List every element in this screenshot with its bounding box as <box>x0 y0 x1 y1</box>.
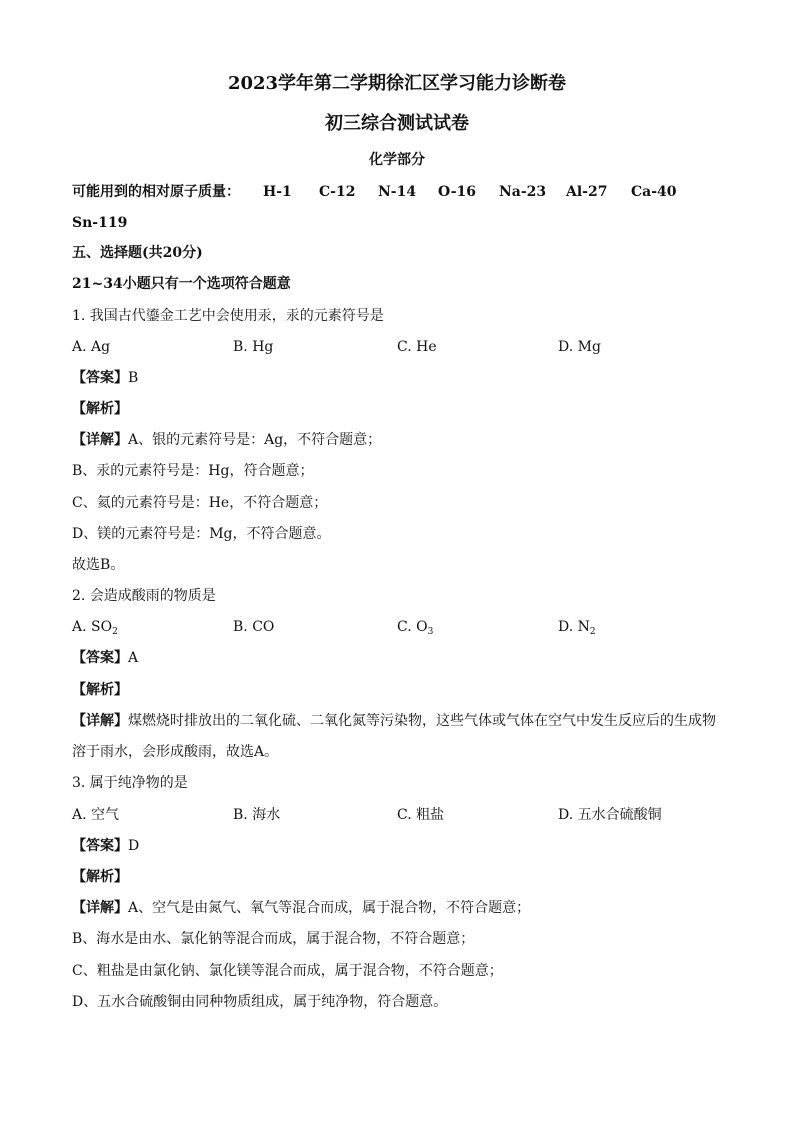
atomic-mass-item: O-16 <box>438 184 477 200</box>
detail-line: 故选B。 <box>72 557 125 573</box>
detail-line: C、粗盐是由氯化钠、氯化镁等混合而成，属于混合物，不符合题意； <box>72 963 503 979</box>
exam-subtitle: 初三综合测试试卷 <box>325 113 469 134</box>
option-a: A. Ag <box>72 339 111 355</box>
option-d: D. Mg <box>558 339 601 355</box>
option-d: D. 五水合硫酸铜 <box>558 807 662 823</box>
answer-line <box>72 368 138 388</box>
detail-text: 煤燃烧时排放出的二氧化硫、二氧化氮等污染物，这些气体或气体在空气中发生反应后的生成物 <box>128 713 716 729</box>
atomic-mass-item: Sn-119 <box>72 215 128 231</box>
option-subscript: 3 <box>427 627 434 637</box>
detail-line: C、氦的元素符号是：He，不符合题意； <box>72 495 328 511</box>
detail-line <box>72 711 716 731</box>
answer-label: 【答案】 <box>72 370 128 386</box>
atomic-mass-item: C-12 <box>319 184 356 200</box>
answer-line <box>72 836 139 856</box>
atomic-mass-item: Ca-40 <box>631 184 677 200</box>
part-heading: 五、选择题(共20分) <box>72 245 203 261</box>
question-stem: 1. 我国古代鎏金工艺中会使用汞，汞的元素符号是 <box>72 308 384 324</box>
detail-line: D、镁的元素符号是：Mg，不符合题意。 <box>72 526 331 542</box>
detail-label: 【详解】 <box>72 900 128 916</box>
atomic-mass-item: H-1 <box>263 184 292 200</box>
option-a: A. 空气 <box>72 807 120 823</box>
answer-value: B <box>128 370 139 386</box>
detail-line <box>72 430 381 450</box>
option-a <box>72 617 118 637</box>
analysis-label: 【解析】 <box>72 401 128 417</box>
option-c: C. He <box>397 339 437 355</box>
option-text: B. CO <box>233 619 275 635</box>
exam-title: 2023学年第二学期徐汇区学习能力诊断卷 <box>227 73 567 94</box>
answer-label: 【答案】 <box>72 838 128 854</box>
atomic-mass-item: Al-27 <box>566 184 608 200</box>
option-subscript: 2 <box>112 627 118 637</box>
option-text: D. N <box>558 619 590 635</box>
detail-line: D、五水合硫酸铜由同种物质组成，属于纯净物，符合题意。 <box>72 994 448 1010</box>
detail-line: B、海水是由水、氯化钠等混合而成，属于混合物，不符合题意； <box>72 931 475 947</box>
option-b: B. 海水 <box>233 807 281 823</box>
detail-line <box>72 898 530 918</box>
option-text: C. O <box>397 619 428 635</box>
analysis-label: 【解析】 <box>72 682 128 698</box>
option-text: A. SO <box>72 619 113 635</box>
option-b <box>233 617 274 637</box>
atomic-mass-item: N-14 <box>378 184 417 200</box>
question-stem: 3. 属于纯净物的是 <box>72 775 188 791</box>
question-stem: 2. 会造成酸雨的物质是 <box>72 588 216 604</box>
answer-label: 【答案】 <box>72 650 128 666</box>
part-instruction: 21~34小题只有一个选项符合题意 <box>72 276 291 292</box>
answer-line <box>72 648 138 668</box>
option-c: C. 粗盐 <box>397 807 445 823</box>
detail-label: 【详解】 <box>72 713 128 729</box>
detail-line: 溶于雨水，会形成酸雨，故选A。 <box>72 744 279 760</box>
detail-line: B、汞的元素符号是：Hg，符合题意； <box>72 463 314 479</box>
answer-value: D <box>128 838 140 854</box>
atomic-mass-label: 可能用到的相对原子质量： <box>72 184 240 200</box>
option-c <box>397 617 433 637</box>
atomic-mass-item: Na-23 <box>499 184 547 200</box>
detail-text: A、空气是由氮气、氧气等混合而成，属于混合物，不符合题意； <box>128 900 531 916</box>
detail-label: 【详解】 <box>72 432 128 448</box>
analysis-label: 【解析】 <box>72 869 128 885</box>
section-name: 化学部分 <box>369 152 425 168</box>
detail-text: A、银的元素符号是：Ag，不符合题意； <box>128 432 382 448</box>
option-subscript: 2 <box>589 627 596 637</box>
option-b: B. Hg <box>233 339 274 355</box>
answer-value: A <box>128 650 139 666</box>
option-d <box>558 617 596 637</box>
